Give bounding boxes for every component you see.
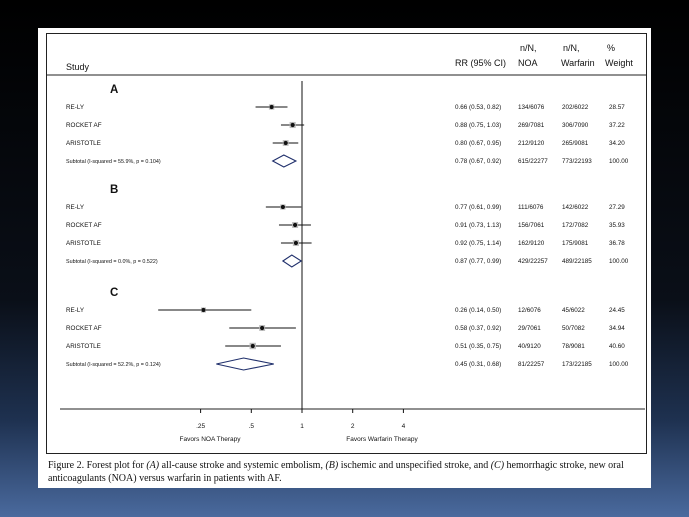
favors-warfarin-label: Favors Warfarin Therapy xyxy=(346,436,418,443)
study-row xyxy=(66,104,625,111)
study-name: ROCKET AF xyxy=(66,122,102,129)
subtotal-diamond xyxy=(283,255,301,267)
forest-rows xyxy=(66,84,629,370)
study-weight: 34.20 xyxy=(609,140,625,147)
point-estimate xyxy=(284,141,288,145)
header-study: Study xyxy=(66,62,90,72)
study-warfarin-count: 172/7082 xyxy=(562,222,589,229)
header-warfarin-line2: Warfarin xyxy=(561,58,595,68)
group-label: A xyxy=(110,84,119,96)
study-ci-text: 0.58 (0.37, 0.92) xyxy=(455,325,502,332)
x-axis xyxy=(196,409,406,430)
x-tick-label: 4 xyxy=(401,423,406,430)
caption-c: (C) xyxy=(490,460,505,471)
group-a xyxy=(66,84,629,167)
header-noa-line2: NOA xyxy=(518,58,538,68)
header-rr: RR (95% CI) xyxy=(455,58,507,68)
study-row xyxy=(66,140,625,147)
study-noa-count: 212/9120 xyxy=(518,140,545,147)
header-noa-line1: n/N, xyxy=(520,43,537,53)
subtotal-row xyxy=(66,155,629,167)
study-weight: 36.78 xyxy=(609,240,625,247)
subtotal-warfarin-count: 489/22185 xyxy=(562,258,592,265)
caption-text-3: ischemic and unspecified stroke, and xyxy=(338,460,491,471)
caption-b: (B) xyxy=(325,460,339,471)
study-weight: 37.22 xyxy=(609,122,625,129)
study-warfarin-count: 142/6022 xyxy=(562,204,589,211)
study-row xyxy=(66,343,625,350)
study-weight: 40.60 xyxy=(609,343,625,350)
subtotal-label: Subtotal (I-squared = 52.2%, p = 0.124) xyxy=(66,362,161,368)
study-warfarin-count: 78/9081 xyxy=(562,343,585,350)
caption-text-2: all-cause stroke and systemic embolism, xyxy=(159,460,326,471)
study-noa-count: 156/7061 xyxy=(518,222,545,229)
subtotal-ci-text: 0.78 (0.67, 0.92) xyxy=(455,158,502,165)
study-weight: 28.57 xyxy=(609,104,625,111)
study-ci-text: 0.77 (0.61, 0.99) xyxy=(455,204,502,211)
x-tick-label: 1 xyxy=(300,423,304,430)
header-weight-line2: Weight xyxy=(605,58,633,68)
study-row xyxy=(66,307,625,314)
point-estimate xyxy=(260,326,264,330)
study-noa-count: 269/7081 xyxy=(518,122,545,129)
study-ci-text: 0.66 (0.53, 0.82) xyxy=(455,104,502,111)
point-estimate xyxy=(251,344,255,348)
subtotal-warfarin-count: 173/22185 xyxy=(562,361,592,368)
study-ci-text: 0.91 (0.73, 1.13) xyxy=(455,222,502,229)
study-name: RE-LY xyxy=(66,204,85,211)
subtotal-weight: 100.00 xyxy=(609,258,629,265)
x-tick-label: .25 xyxy=(196,423,206,430)
caption-text-1: Figure 2. Forest plot for xyxy=(48,460,147,471)
x-tick-label: 2 xyxy=(350,423,355,430)
subtotal-noa-count: 615/22277 xyxy=(518,158,548,165)
caption-a: (A) xyxy=(146,460,160,471)
point-estimate xyxy=(294,241,298,245)
study-weight: 34.94 xyxy=(609,325,625,332)
study-name: RE-LY xyxy=(66,307,85,314)
group-c xyxy=(66,287,629,370)
study-row xyxy=(66,325,625,332)
subtotal-row xyxy=(66,358,629,370)
subtotal-diamond xyxy=(273,155,296,167)
subtotal-warfarin-count: 773/22193 xyxy=(562,158,592,165)
subtotal-noa-count: 81/22257 xyxy=(518,361,545,368)
study-noa-count: 111/6076 xyxy=(518,204,544,211)
subtotal-ci-text: 0.87 (0.77, 0.99) xyxy=(455,258,502,265)
study-name: ROCKET AF xyxy=(66,222,102,229)
caption-text-4: hemorrhagic stroke, new oral anticoagulants (NOA) versus warfarin in patients with AF. xyxy=(48,460,624,484)
subtotal-row xyxy=(66,255,629,267)
study-row xyxy=(66,240,625,247)
subtotal-weight: 100.00 xyxy=(609,361,629,368)
study-ci-text: 0.80 (0.67, 0.95) xyxy=(455,140,502,147)
study-noa-count: 134/6076 xyxy=(518,104,545,111)
study-name: ARISTOTLE xyxy=(66,343,101,350)
study-weight: 27.29 xyxy=(609,204,625,211)
figure-caption xyxy=(48,459,648,485)
header-warfarin-line1: n/N, xyxy=(563,43,580,53)
study-name: ARISTOTLE xyxy=(66,240,101,247)
study-noa-count: 162/9120 xyxy=(518,240,545,247)
study-noa-count: 12/6076 xyxy=(518,307,541,314)
subtotal-diamond xyxy=(216,358,273,370)
study-ci-text: 0.92 (0.75, 1.14) xyxy=(455,240,502,247)
point-estimate xyxy=(270,105,274,109)
header-weight-line1: % xyxy=(607,43,616,53)
study-noa-count: 29/7061 xyxy=(518,325,541,332)
study-row xyxy=(66,204,625,211)
study-ci-text: 0.26 (0.14, 0.50) xyxy=(455,307,502,314)
study-name: RE-LY xyxy=(66,104,85,111)
subtotal-label: Subtotal (I-squared = 55.9%, p = 0.104) xyxy=(66,159,161,165)
study-warfarin-count: 306/7090 xyxy=(562,122,589,129)
subtotal-weight: 100.00 xyxy=(609,158,629,165)
point-estimate xyxy=(281,205,285,209)
study-weight: 24.45 xyxy=(609,307,625,314)
point-estimate xyxy=(293,223,297,227)
subtotal-noa-count: 429/22257 xyxy=(518,258,548,265)
study-warfarin-count: 50/7082 xyxy=(562,325,585,332)
study-warfarin-count: 45/6022 xyxy=(562,307,585,314)
study-noa-count: 40/9120 xyxy=(518,343,541,350)
study-row xyxy=(66,122,625,129)
study-warfarin-count: 175/9081 xyxy=(562,240,589,247)
x-tick-label: .5 xyxy=(248,423,255,430)
study-ci-text: 0.88 (0.75, 1.03) xyxy=(455,122,502,129)
study-row xyxy=(66,222,625,229)
study-name: ROCKET AF xyxy=(66,325,102,332)
group-b xyxy=(66,184,629,267)
subtotal-label: Subtotal (I-squared = 0.0%, p = 0.522) xyxy=(66,259,158,265)
point-estimate xyxy=(291,123,295,127)
study-weight: 35.93 xyxy=(609,222,625,229)
study-warfarin-count: 265/9081 xyxy=(562,140,589,147)
study-ci-text: 0.51 (0.35, 0.75) xyxy=(455,343,502,350)
study-warfarin-count: 202/6022 xyxy=(562,104,589,111)
favors-noa-label: Favors NOA Therapy xyxy=(179,436,241,443)
point-estimate xyxy=(201,308,205,312)
subtotal-ci-text: 0.45 (0.31, 0.68) xyxy=(455,361,502,368)
study-name: ARISTOTLE xyxy=(66,140,101,147)
group-label: B xyxy=(110,184,119,196)
group-label: C xyxy=(110,287,119,299)
